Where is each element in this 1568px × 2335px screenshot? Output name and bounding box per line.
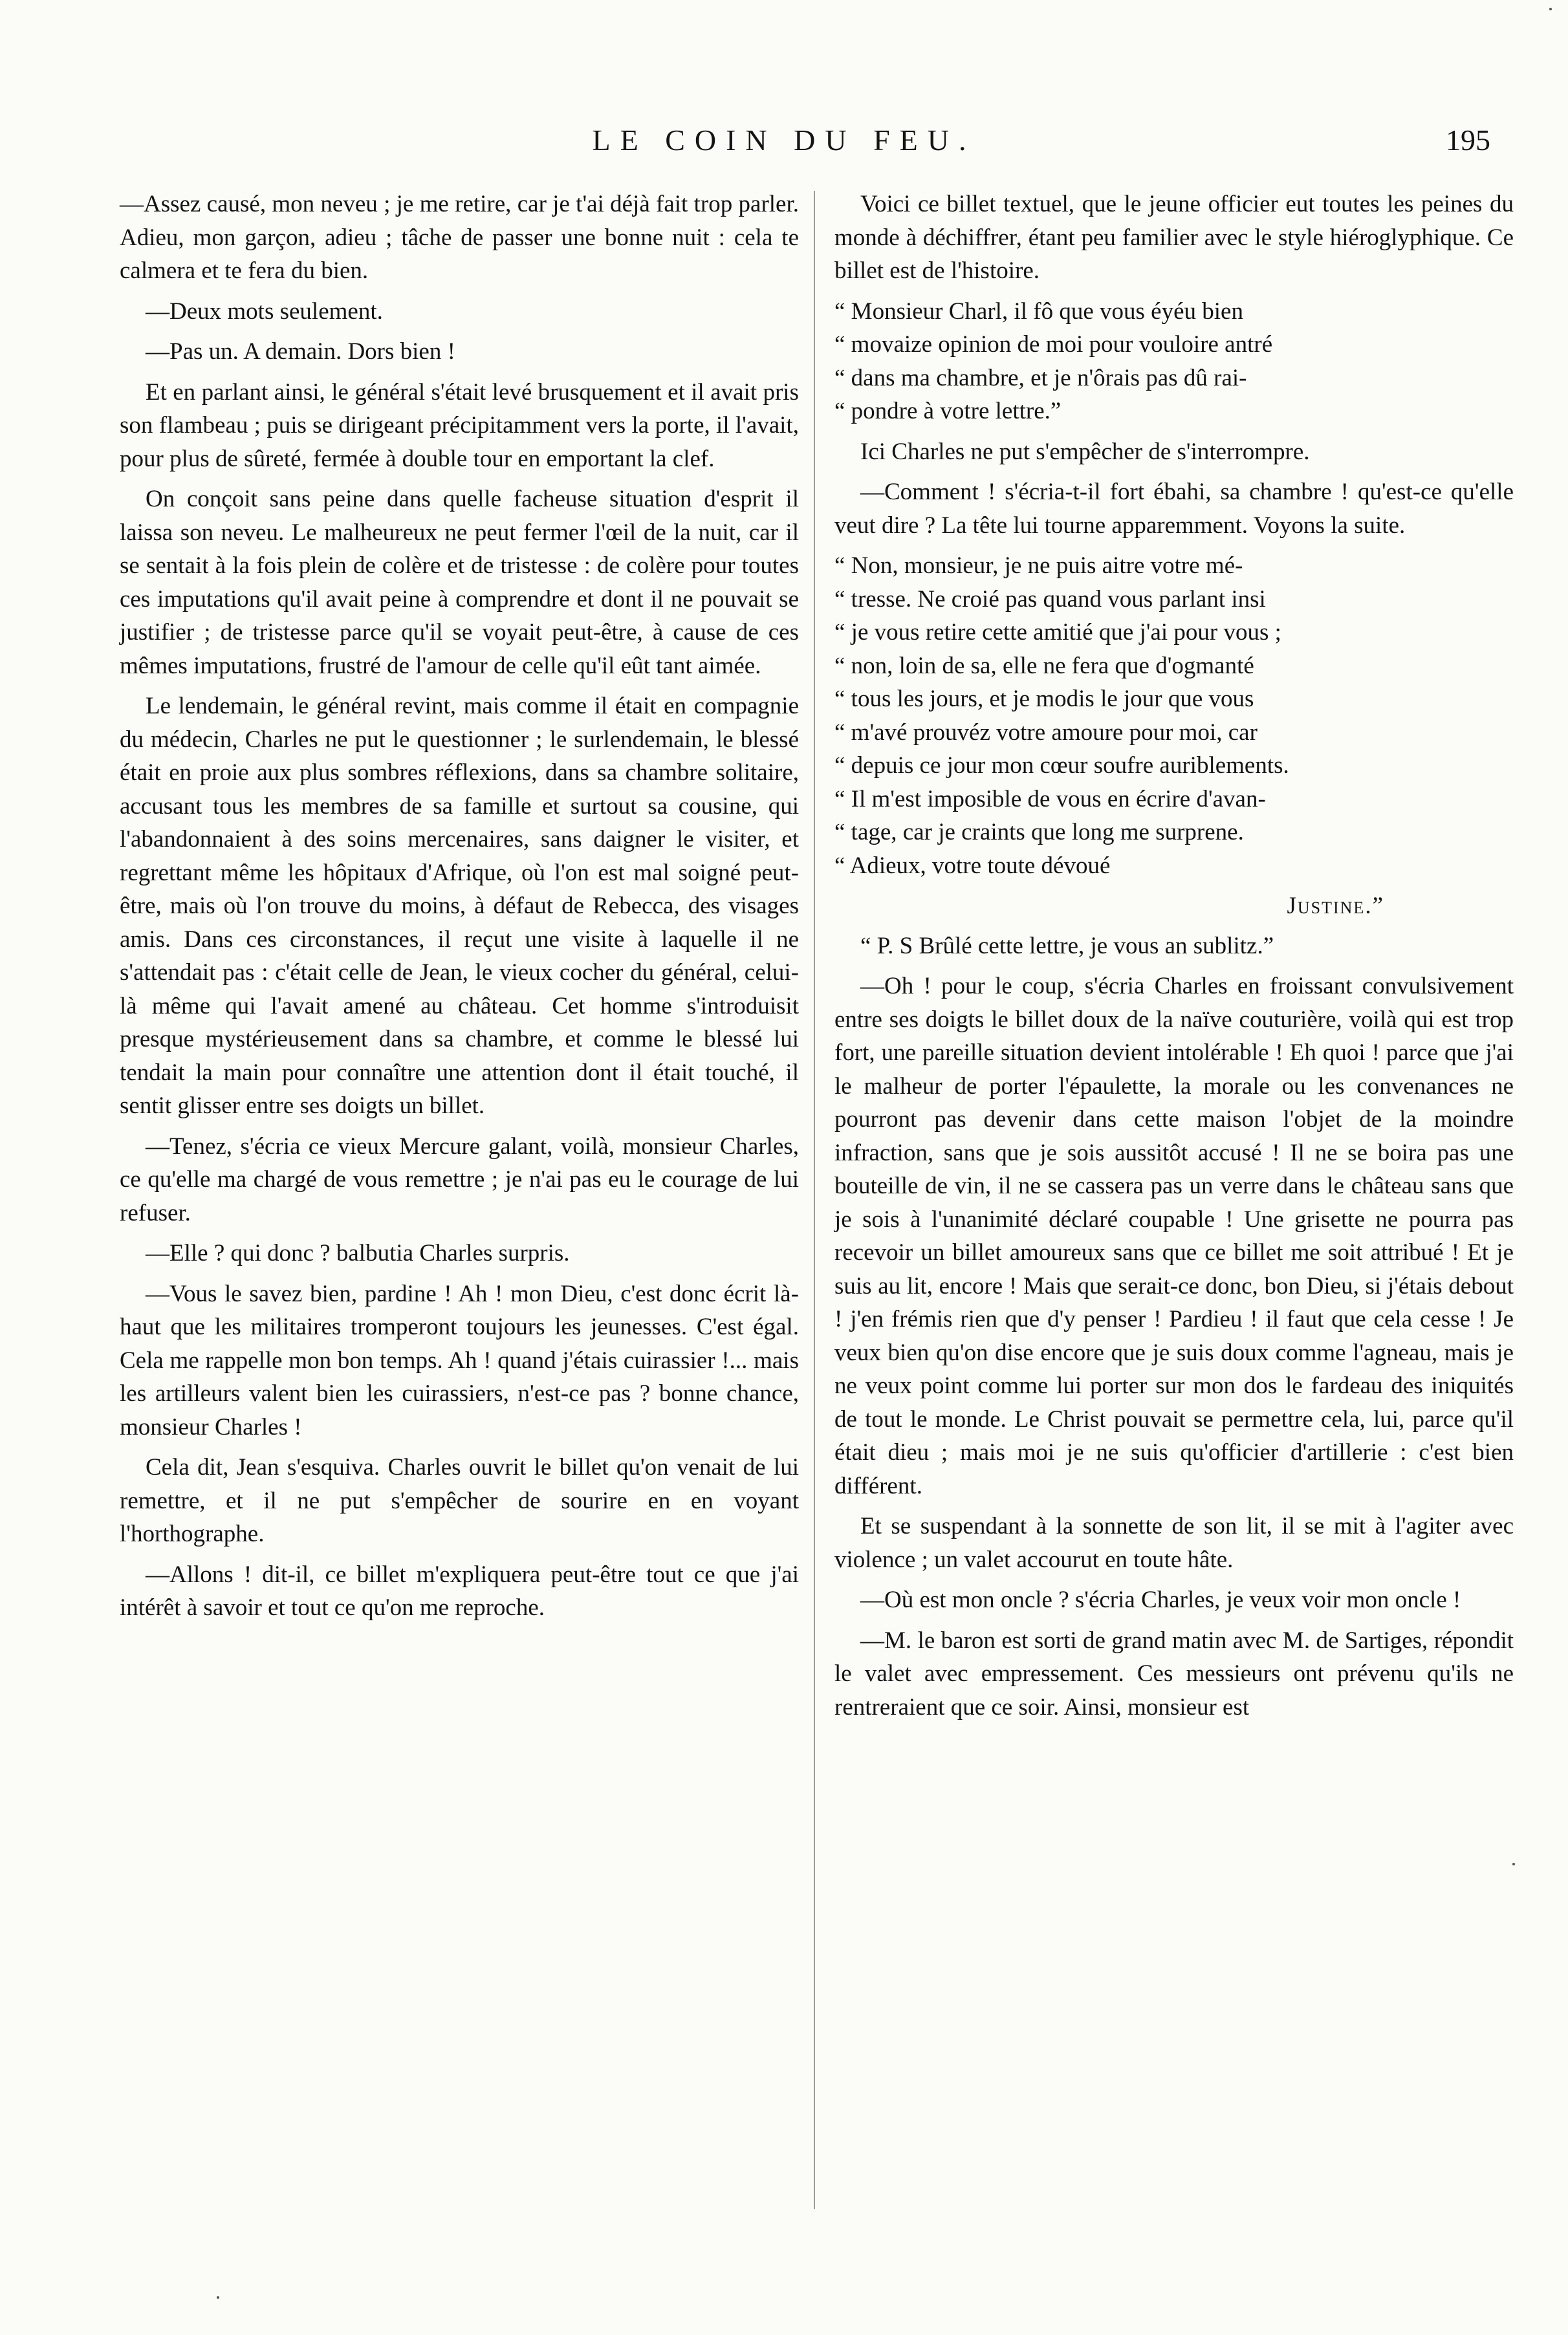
postscript: “ P. S Brûlé cette lettre, je vous an sublitz.”	[860, 932, 1274, 959]
paragraph: Ici Charles ne put s'empêcher de s'interrompre.	[860, 438, 1310, 465]
letter-line: “ je vous retire cette amitié que j'ai pour vous ;	[834, 619, 1281, 646]
column-divider	[814, 191, 815, 2209]
letter-line: “ pondre à votre lettre.”	[834, 398, 1062, 424]
print-speck	[1549, 8, 1552, 10]
paragraph: —M. le baron est sorti de grand matin avec M. de Sartiges, répondit le valet avec empressement. Ces messieurs ont prévenu qu'ils ne rentreraient que ce soir. Ainsi, monsieur est	[834, 1627, 1514, 1721]
letter-line: “ dans ma chambre, et je n'ôrais pas dû rai-	[834, 364, 1247, 391]
letter-line: “ non, loin de sa, elle ne fera que d'ogmanté	[834, 652, 1254, 679]
letter-excerpt-2	[834, 549, 1514, 882]
letter-excerpt-1	[834, 295, 1514, 428]
paragraph: —Pas un. A demain. Dors bien !	[146, 338, 455, 365]
print-speck	[217, 2296, 219, 2299]
print-speck	[1512, 1863, 1515, 1865]
paragraph: Le lendemain, le général revint, mais comme il était en compagnie du médecin, Charles ne put le questionner ; le surlendemain, le blessé était en proie aux plus sombres réflexions, dans sa chambre solitaire, accusant tous les membres de sa famille et surtout sa cousine, qui l'abandonnaient à des soins mercenaires, sans daigner le visiter, et regrettant même les hôpitaux d'Afrique, où l'on est mal soigné peut-être, mais où l'on trouve du moins, à défaut de Rebecca, des visages amis. Dans ces circonstances, il reçut une visite à laquelle il ne s'attendait pas : c'était celle de Jean, le vieux cocher du général, celui-là même qui l'avait amené au château. Cet homme s'introduisit presque mystérieusement dans sa chambre, et comme le blessé lui tendait la main pour connaître une attention dont il était touché, il sentit glisser entre ses doigts un billet.	[120, 693, 799, 1119]
letter-line: “ movaize opinion de moi pour vouloire antré	[834, 331, 1273, 358]
paragraph: —Où est mon oncle ? s'écria Charles, je veux voir mon oncle !	[860, 1587, 1461, 1613]
letter-line: “ Non, monsieur, je ne puis aitre votre mé-	[834, 552, 1243, 579]
right-column	[834, 188, 1514, 1731]
letter-line: “ Il m'est imposible de vous en écrire d'avan-	[834, 785, 1266, 812]
letter-line: “ Adieux, votre toute dévoué	[834, 852, 1111, 879]
page-header	[0, 123, 1568, 175]
running-title: LE COIN DU FEU.	[592, 124, 976, 157]
paragraph: Et en parlant ainsi, le général s'était levé brusquement et il avait pris son flambeau ; puis se dirigeant précipitamment vers la porte, il l'avait, pour plus de sûreté, fermée à double tour en emportant la clef.	[120, 378, 799, 472]
letter-signature: Justine.”	[1287, 893, 1384, 919]
paragraph: Et se suspendant à la sonnette de son lit, il se mit à l'agiter avec violence ; un valet accourut en toute hâte.	[834, 1513, 1514, 1573]
paragraph: Cela dit, Jean s'esquiva. Charles ouvrit le billet qu'on venait de lui remettre, et il ne put s'empêcher de sourire en en voyant l'horthographe.	[120, 1454, 799, 1547]
letter-line: “ tous les jours, et je modis le jour que vous	[834, 686, 1254, 712]
letter-line: “ depuis ce jour mon cœur soufre auriblements.	[834, 752, 1289, 779]
paragraph: —Tenez, s'écria ce vieux Mercure galant, voilà, monsieur Charles, ce qu'elle ma chargé de vous remettre ; je n'ai pas eu le courage de lui refuser.	[120, 1133, 799, 1226]
paragraph: —Comment ! s'écria-t-il fort ébahi, sa chambre ! qu'est-ce qu'elle veut dire ? La tête lui tourne apparemment. Voyons la suite.	[834, 479, 1514, 539]
paragraph: —Allons ! dit-il, ce billet m'expliquera peut-être tout ce que j'ai intérêt à savoir et tout ce qu'on me reproche.	[120, 1561, 799, 1621]
letter-line: “ m'avé prouvéz votre amoure pour moi, car	[834, 719, 1258, 746]
letter-line: “ tage, car je craints que long me surprene.	[834, 819, 1244, 845]
paragraph: On conçoit sans peine dans quelle facheuse situation d'esprit il laissa son neveu. Le malheureux ne peut fermer l'œil de la nuit, car il se sentait à la fois plein de colère et de tristesse : de colère pour toutes ces imputations qu'il avait peine à comprendre et dont il ne pouvait se justifier ; de tristesse parce qu'il se voyait peut-être, à cause de ces mêmes imputations, frustré de l'amour de celle qu'il eût tant aimée.	[120, 486, 799, 679]
paragraph: —Oh ! pour le coup, s'écria Charles en froissant convulsivement entre ses doigts le billet doux de la naïve couturière, voilà qui est trop fort, une pareille situation devient intolérable ! Eh quoi ! parce que j'ai le malheur de porter l'épaulette, la morale ou les convenances ne pourront pas devenir dans cette maison l'objet de la moindre infraction, sans que je sois aussitôt accusé ! Il ne se boira pas une bouteille de vin, il ne se cassera pas un verre dans le château sans que je sois à l'unanimité déclaré coupable ! Une grisette ne pourra pas recevoir un billet amoureux sans que ce billet me soit attribué ! Et je suis au lit, encore ! Mais que serait-ce donc, bon Dieu, si j'étais debout ! j'en frémis rien que d'y penser ! Pardieu ! il faut que cela cesse ! Je veux bien qu'on dise encore que je suis doux comme l'agneau, mais je ne veux point comme lui porter sur mon dos le fardeau des iniquités de tout le monde. Le Christ pouvait se permettre cela, lui, parce qu'il était dieu ; mais moi je ne suis qu'officier d'artillerie : c'est bien différent.	[834, 973, 1514, 1499]
paragraph: —Assez causé, mon neveu ; je me retire, car je t'ai déjà fait trop parler. Adieu, mon garçon, adieu ; tâche de passer une bonne nuit : cela te calmera et te fera du bien.	[120, 191, 799, 284]
left-column	[120, 188, 799, 1632]
paragraph: —Elle ? qui donc ? balbutia Charles surpris.	[146, 1240, 570, 1266]
paragraph: —Vous le savez bien, pardine ! Ah ! mon Dieu, c'est donc écrit là-haut que les militaires tromperont toujours les jeunesses. C'est égal. Cela me rappelle mon bon temps. Ah ! quand j'étais cuirassier !... mais les artilleurs valent bien les cuirassiers, n'est-ce pas ? bonne chance, monsieur Charles !	[120, 1280, 799, 1440]
page-number: 195	[1446, 124, 1490, 157]
letter-line: “ Monsieur Charl, il fô que vous éyéu bien	[834, 298, 1243, 325]
paragraph: —Deux mots seulement.	[146, 298, 383, 325]
paragraph: Voici ce billet textuel, que le jeune officier eut toutes les peines du monde à déchiffrer, étant peu familier avec le style hiéroglyphique. Ce billet est de l'histoire.	[834, 191, 1514, 284]
letter-line: “ tresse. Ne croié pas quand vous parlant insi	[834, 585, 1266, 613]
